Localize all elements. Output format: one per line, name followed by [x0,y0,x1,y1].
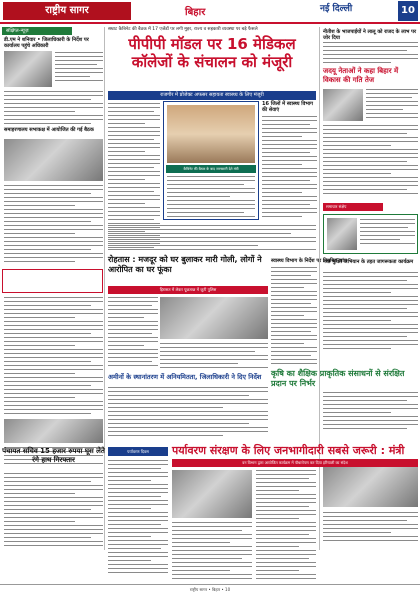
lead-headline: पीपीपी मॉडल पर 16 मेडिकल कॉलेजों के संचालन को मंजूरी [128,35,296,71]
environment-tag: पर्यावरण दिवस [108,447,168,456]
right-boxed-item [323,214,418,254]
masthead [0,0,420,24]
left-photo-1 [4,51,52,87]
land-headline: अमीनों के स्थानांतरण में अनियमितता, जिलाधिकारी ने दिए निर्देश [108,373,262,381]
left-photo-3 [4,419,103,443]
left-column [2,27,105,550]
left-headline-2: समाहरणालय सभाकक्ष में आयोजित की गई बैठक [4,127,94,133]
health-headline: स्वास्थ्य विभाग के निर्देश पर नियमित जांच [271,258,347,264]
crime-headline: रोहतास : मजदूर को घर बुलाकर मारी गोली, लोगों ने आरोपित का घर फूंका [108,255,262,274]
lead-photo-box [163,101,259,220]
health-text-1 [271,267,317,367]
left-text-2 [4,91,103,127]
environment-subhead-bar: वन विभाग द्वारा आयोजित कार्यक्रम में पौधारोपण कर दिया हरियाली का संदेश [172,459,418,467]
crime-subhead-bar: हिरासत में लेकर पूछताछ में जुटी पुलिस [108,286,268,294]
land-text [108,387,268,439]
paper-name: राष्ट्रीय सागर [3,2,131,20]
left-photo-2 [4,139,103,181]
left-text-4 [4,297,103,417]
crime-text-2 [160,343,268,371]
right-photo-2 [323,467,418,507]
left-bottom-headline: पंचायत सचिव 15 हजार रुपया घूस लेते रंगे हाथ गिरफ्तार [2,447,105,464]
environment-text-1 [256,470,316,582]
right-headline-1: नीतीश के भाजपाईयों ने लालू को राजद के लाभ पर जोर दिया [323,29,417,41]
environment-text-2 [172,522,252,582]
agriculture-headline: कृषि का शैक्षिक प्राकृतिक संसाधनों से संरक्षित प्रदान पर निर्भर [271,369,405,388]
left-text-1 [55,52,103,84]
brief-label: संक्षिप्त-न्यूज़ [2,27,72,35]
page-number: 10 [398,1,418,21]
environment-headline: पर्यावरण संरक्षण के लिए जनभागीदारी सबसे जरूरी : मंत्री [172,444,405,457]
left-text-3 [4,185,103,265]
lead-side-headline: 16 जिलों में स्वास्थ्य विभाग की सेवाएं [262,101,313,113]
lead-text-col-3 [262,116,317,220]
right-text-3 [323,125,418,197]
left-text-6 [4,473,103,549]
right-box-text [360,219,415,247]
right-text-2 [366,89,418,121]
right-text-4 [323,272,418,352]
left-boxed-note [2,269,103,293]
right-text-1 [323,42,418,66]
environment-side-text [108,460,168,576]
environment-photo [172,470,252,518]
minister-photo-caption: कैबिनेट की बैठक के बाद जानकारी देते मंत्री [166,165,256,173]
section-name: बिहार [185,7,206,18]
left-headline-1: डी.एम ने शनिवार • जिलाधिकारी के निर्देश पर कार्यालय पहुंचे अधिकारी [4,37,89,49]
right-column [319,27,419,550]
right-text-5 [323,392,418,432]
crime-photo [160,297,268,339]
right-photo-1 [323,89,363,121]
lead-subhead-bar: राजगीर में प्रोजेक्ट अफसर सहायता स्वास्थ्य के लिए मंजूरी [108,91,316,100]
right-box-photo [327,218,357,250]
right-headline-2: नशा मुक्ति अभियान के तहत जागरूकता कार्यक्रम [323,259,414,265]
edition-city: नई दिल्ली [320,4,353,14]
minister-photo [167,105,255,163]
lead-text-bottom [108,225,316,253]
right-tag: समाचार संक्षेप [323,203,383,211]
crime-text-1 [108,297,158,369]
right-feature-headline: जदयू नेताओं ने कहा बिहार में विकास की गति तेज [323,67,399,84]
lead-box-text [167,176,255,220]
page-footer: राष्ट्रीय सागर • बिहार • 10 [0,584,420,594]
right-text-6 [323,512,418,544]
lead-kicker: सम्राट कैबिनेट की बैठक में 17 एजेंडों पर लगी मुहर, राज्य व सहकारी व्यवस्था पर बड़े फैसले [108,27,258,32]
